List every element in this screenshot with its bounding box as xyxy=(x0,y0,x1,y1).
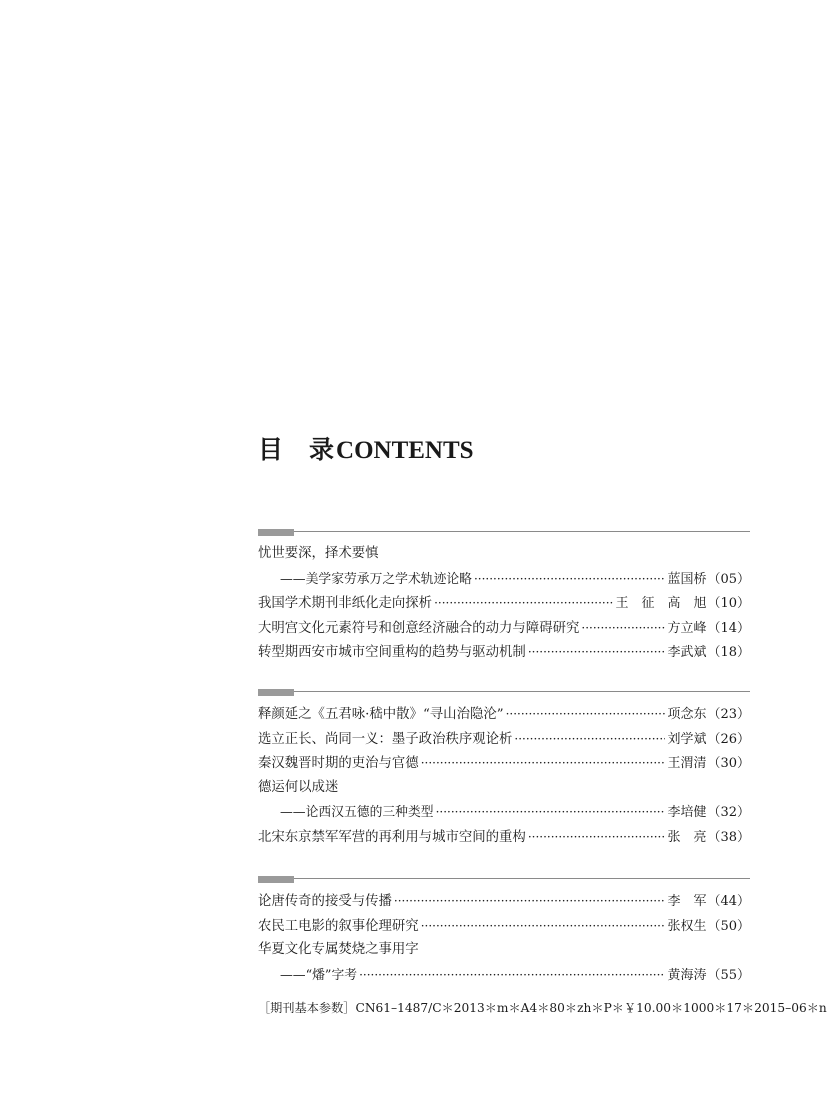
entry-author: 项念东 xyxy=(667,707,707,722)
toc-section-1 xyxy=(258,529,750,665)
entry-title: ——美学家劳承万之学术轨迹论略 xyxy=(280,571,472,587)
entry-author: 李 军 xyxy=(667,894,707,909)
toc-entry[interactable] xyxy=(258,776,750,801)
heading-mu: 目 xyxy=(258,435,284,464)
leader-dots xyxy=(581,616,665,642)
leader-dots xyxy=(421,751,666,777)
leader-dots xyxy=(359,963,665,989)
entry-page: （30） xyxy=(707,756,750,771)
leader-dots xyxy=(474,567,665,593)
entry-title: 华夏文化专属焚烧之事用字 xyxy=(258,942,419,957)
entry-author: 王渭清 xyxy=(667,756,707,771)
entry-title: ——“燔”字考 xyxy=(280,967,358,983)
entry-page: （44） xyxy=(707,894,750,909)
journal-parameters: ［期刊基本参数］CN61–1487/C＊2013＊m＊A4＊80＊zh＊P＊￥10.00＊1000＊17＊2015–06＊n xyxy=(258,1001,827,1015)
toc-section-3 xyxy=(258,876,750,987)
entry-page: （55） xyxy=(707,967,750,983)
leader-dots xyxy=(421,914,666,940)
toc-entry[interactable] xyxy=(258,889,750,914)
entry-page: （50） xyxy=(707,918,750,934)
entry-title: 农民工电影的叙事伦理研究 xyxy=(258,918,419,934)
entry-page: （14） xyxy=(707,620,750,636)
leader-dots xyxy=(506,702,666,728)
leader-dots xyxy=(394,889,666,915)
entry-page: （05） xyxy=(707,571,750,587)
section-divider xyxy=(258,529,750,536)
entry-title: 北宋东京禁军军营的再利用与城市空间的重构 xyxy=(258,829,526,845)
heading-lu: 录 xyxy=(309,435,335,464)
entry-title: 德运何以成迷 xyxy=(258,779,339,795)
leader-dots xyxy=(434,591,613,617)
entry-author: 李培健 xyxy=(667,805,707,820)
entry-title: 释颜延之《五君咏·嵇中散》“寻山治隐沦” xyxy=(258,707,504,722)
entry-title: 转型期西安市城市空间重构的趋势与驱动机制 xyxy=(258,645,526,660)
contents-heading xyxy=(258,430,474,466)
toc-entry[interactable] xyxy=(258,963,750,988)
toc-entry[interactable] xyxy=(258,702,750,727)
toc-entry[interactable] xyxy=(258,751,750,776)
toc-entry[interactable] xyxy=(258,567,750,592)
leader-dots xyxy=(528,640,666,666)
toc-entry[interactable] xyxy=(258,640,750,665)
leader-dots xyxy=(436,800,666,826)
entry-author: 黄海涛 xyxy=(667,967,707,983)
entry-author: 王 征 高 旭 xyxy=(615,596,707,611)
section-divider xyxy=(258,689,750,696)
entry-author: 张 亮 xyxy=(667,829,707,845)
entry-author: 蓝国桥 xyxy=(667,571,707,587)
entry-title: 忧世要深，择术要慎 xyxy=(258,546,379,561)
toc-entry[interactable] xyxy=(258,825,750,850)
entry-page: （10） xyxy=(707,596,750,611)
entry-page: （32） xyxy=(707,805,750,820)
entry-title: 选立正长、尚同一义：墨子政治秩序观论析 xyxy=(258,731,513,747)
entry-page: （18） xyxy=(707,645,750,660)
entry-author: 方立峰 xyxy=(667,620,707,636)
entry-title: 秦汉魏晋时期的吏治与官德 xyxy=(258,756,419,771)
toc-entry[interactable] xyxy=(258,616,750,641)
entry-page: （23） xyxy=(707,707,750,722)
toc-entry[interactable] xyxy=(258,542,750,567)
leader-dots xyxy=(528,825,666,851)
heading-contents: CONTENTS xyxy=(336,437,474,464)
entry-author: 张权生 xyxy=(667,918,707,934)
leader-dots xyxy=(514,727,665,753)
toc-section-2 xyxy=(258,689,750,849)
section-divider xyxy=(258,876,750,883)
entry-title: ——论西汉五德的三种类型 xyxy=(280,805,434,820)
toc-entry[interactable] xyxy=(258,938,750,963)
entry-title: 论唐传奇的接受与传播 xyxy=(258,894,392,909)
entry-page: （26） xyxy=(707,731,750,747)
entry-page: （38） xyxy=(707,829,750,845)
entry-title: 我国学术期刊非纸化走向探析 xyxy=(258,596,433,611)
toc-entry[interactable] xyxy=(258,591,750,616)
toc-entry[interactable] xyxy=(258,800,750,825)
entry-author: 李武斌 xyxy=(667,645,707,660)
toc-entry[interactable] xyxy=(258,914,750,939)
toc-entry[interactable] xyxy=(258,727,750,752)
entry-author: 刘学斌 xyxy=(667,731,707,747)
entry-title: 大明宫文化元素符号和创意经济融合的动力与障碍研究 xyxy=(258,620,580,636)
